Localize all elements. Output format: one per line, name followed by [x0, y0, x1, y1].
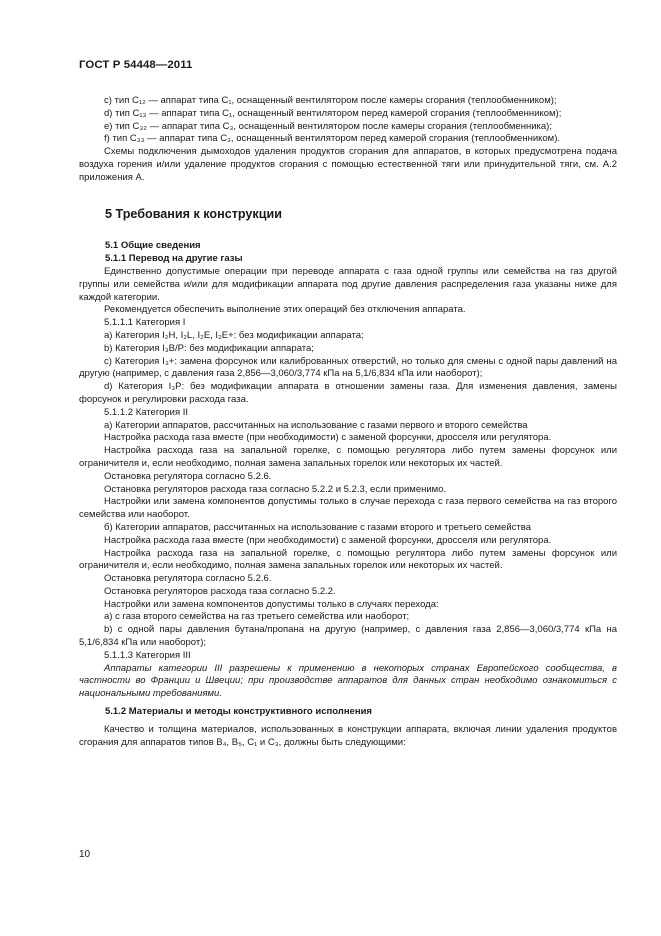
- subsection-heading: 5.1.1 Перевод на другие газы: [105, 253, 243, 265]
- list-item: c) Категория I₃+: замена форсунок или калиброванных отверстий, но только для смены с одной пары давлений на другую (например, с давления газа 2,856—3,060/3,774 кПа на 5,1/6,834 кПа или наоборот);: [79, 355, 617, 380]
- paragraph: Рекомендуется обеспечить выполнение этих операций без отключения аппарата.: [104, 304, 466, 316]
- paragraph: Остановка регуляторов расхода газа согласно 5.2.2 и 5.2.3, если применимо.: [104, 483, 447, 495]
- paragraph: Настройки или замена компонентов допустимы только в случае перехода с газа первого семейства на газ второго семейства или наоборот.: [79, 496, 617, 521]
- list-item-c: c) тип C₁₂ — аппарат типа C₁, оснащенный вентилятором после камеры сгорания (теплообменником);: [104, 95, 557, 106]
- clause-heading: 5.1.1.1 Категория I: [104, 317, 186, 329]
- list-item: а) с газа второго семейства на газ третьего семейства или наоборот;: [104, 611, 410, 623]
- clause-heading: 5.1.1.3 Категория III: [104, 649, 191, 661]
- paragraph: Настройка расхода газа вместе (при необходимости) с заменой форсунки, дросселя или регулятора.: [104, 534, 552, 546]
- document-header: ГОСТ Р 54448—2011: [79, 59, 193, 71]
- clause-heading: 5.1.1.2 Категория II: [104, 406, 189, 418]
- paragraph: Единственно допустимые операции при переводе аппарата с газа одной группы или семейства на газ другой группы или семейства и/или для модификации аппарата под другие давления распределения газа указаны ниже для каждой категории.: [79, 265, 617, 303]
- paragraph: Настройка расхода газа вместе (при необходимости) с заменой форсунки, дросселя или регулятора.: [104, 432, 552, 444]
- list-item-d: d) тип C₁₃ — аппарат типа C₁, оснащенный вентилятором перед камерой сгорания (теплообменником);: [104, 107, 562, 119]
- subsection-heading: 5.1.2 Материалы и методы конструктивного исполнения: [105, 706, 372, 718]
- list-item-e: e) тип C₃₂ — аппарат типа C₃, оснащенный вентилятором после камеры сгорания (теплообменника);: [104, 120, 552, 132]
- paragraph: Настройка расхода газа на запальной горелке, с помощью регулятора либо путем замены форсунок или ограничителя и, если необходимо, полная замена запальных горелок или некоторых их частей.: [79, 547, 617, 572]
- list-item: b) Категория I₃B/P: без модификации аппарата;: [104, 342, 314, 354]
- document-body: [79, 95, 617, 749]
- paragraph: Схемы подключения дымоходов удаления продуктов сгорания для аппаратов, в которых предусмотрена подача воздуха горения и/или удаление продуктов сгорания с помощью естественной тяги или принудительной тяги, см. А.2 приложения А.: [79, 146, 617, 183]
- list-item-f: f) тип C₃₃ — аппарат типа C₃, оснащенный вентилятором перед камерой сгорания (теплообменником).: [104, 133, 561, 145]
- paragraph: Остановка регуляторов расхода газа согласно 5.2.2.: [104, 585, 336, 597]
- list-item: b) с одной пары давления бутана/пропана на другую (например, с давления газа 2,856—3,060/3,774 кПа на 5,1/6,834 кПа или наоборот);: [79, 624, 617, 649]
- paragraph: Настройка расхода газа на запальной горелке, с помощью регулятора либо путем замены форсунок или ограничителя и, если необходимо, полная замена запальных горелок или некоторых их частей.: [79, 445, 617, 469]
- section-heading: 5 Требования к конструкции: [105, 206, 282, 221]
- paragraph: Качество и толщина материалов, использованных в конструкции аппарата, включая линии удаления продуктов сгорания для аппаратов типов B₄, B₅, C₁ и C₃, должны быть следующими:: [79, 723, 617, 748]
- subsection-heading: 5.1 Общие сведения: [105, 240, 201, 252]
- paragraph: Настройки или замена компонентов допустимы только в случаях перехода:: [104, 598, 439, 610]
- list-item: а) Категории аппаратов, рассчитанных на использование с газами первого и второго семейства: [104, 419, 528, 431]
- paragraph: Остановка регулятора согласно 5.2.6.: [104, 470, 272, 482]
- list-item: d) Категория I₃P: без модификации аппарата в отношении замены газа. Для изменения давления, замены форсунок и регулировки расхода газа.: [79, 381, 617, 405]
- page-number: 10: [79, 849, 91, 860]
- list-item: a) Категория I₂H, I₂L, I₂E, I₂E+: без модификации аппарата;: [104, 329, 364, 341]
- list-item: б) Категории аппаратов, рассчитанных на использование с газами второго и третьего семейства: [104, 521, 531, 533]
- note-paragraph: Аппараты категории III разрешены к применению в некоторых странах Европейского сообщества, в частности во Франции и Швеции; при производстве аппаратов для данных стран необходимо ознакомиться с национальными требованиями.: [79, 662, 617, 700]
- paragraph: Остановка регулятора согласно 5.2.6.: [104, 573, 272, 585]
